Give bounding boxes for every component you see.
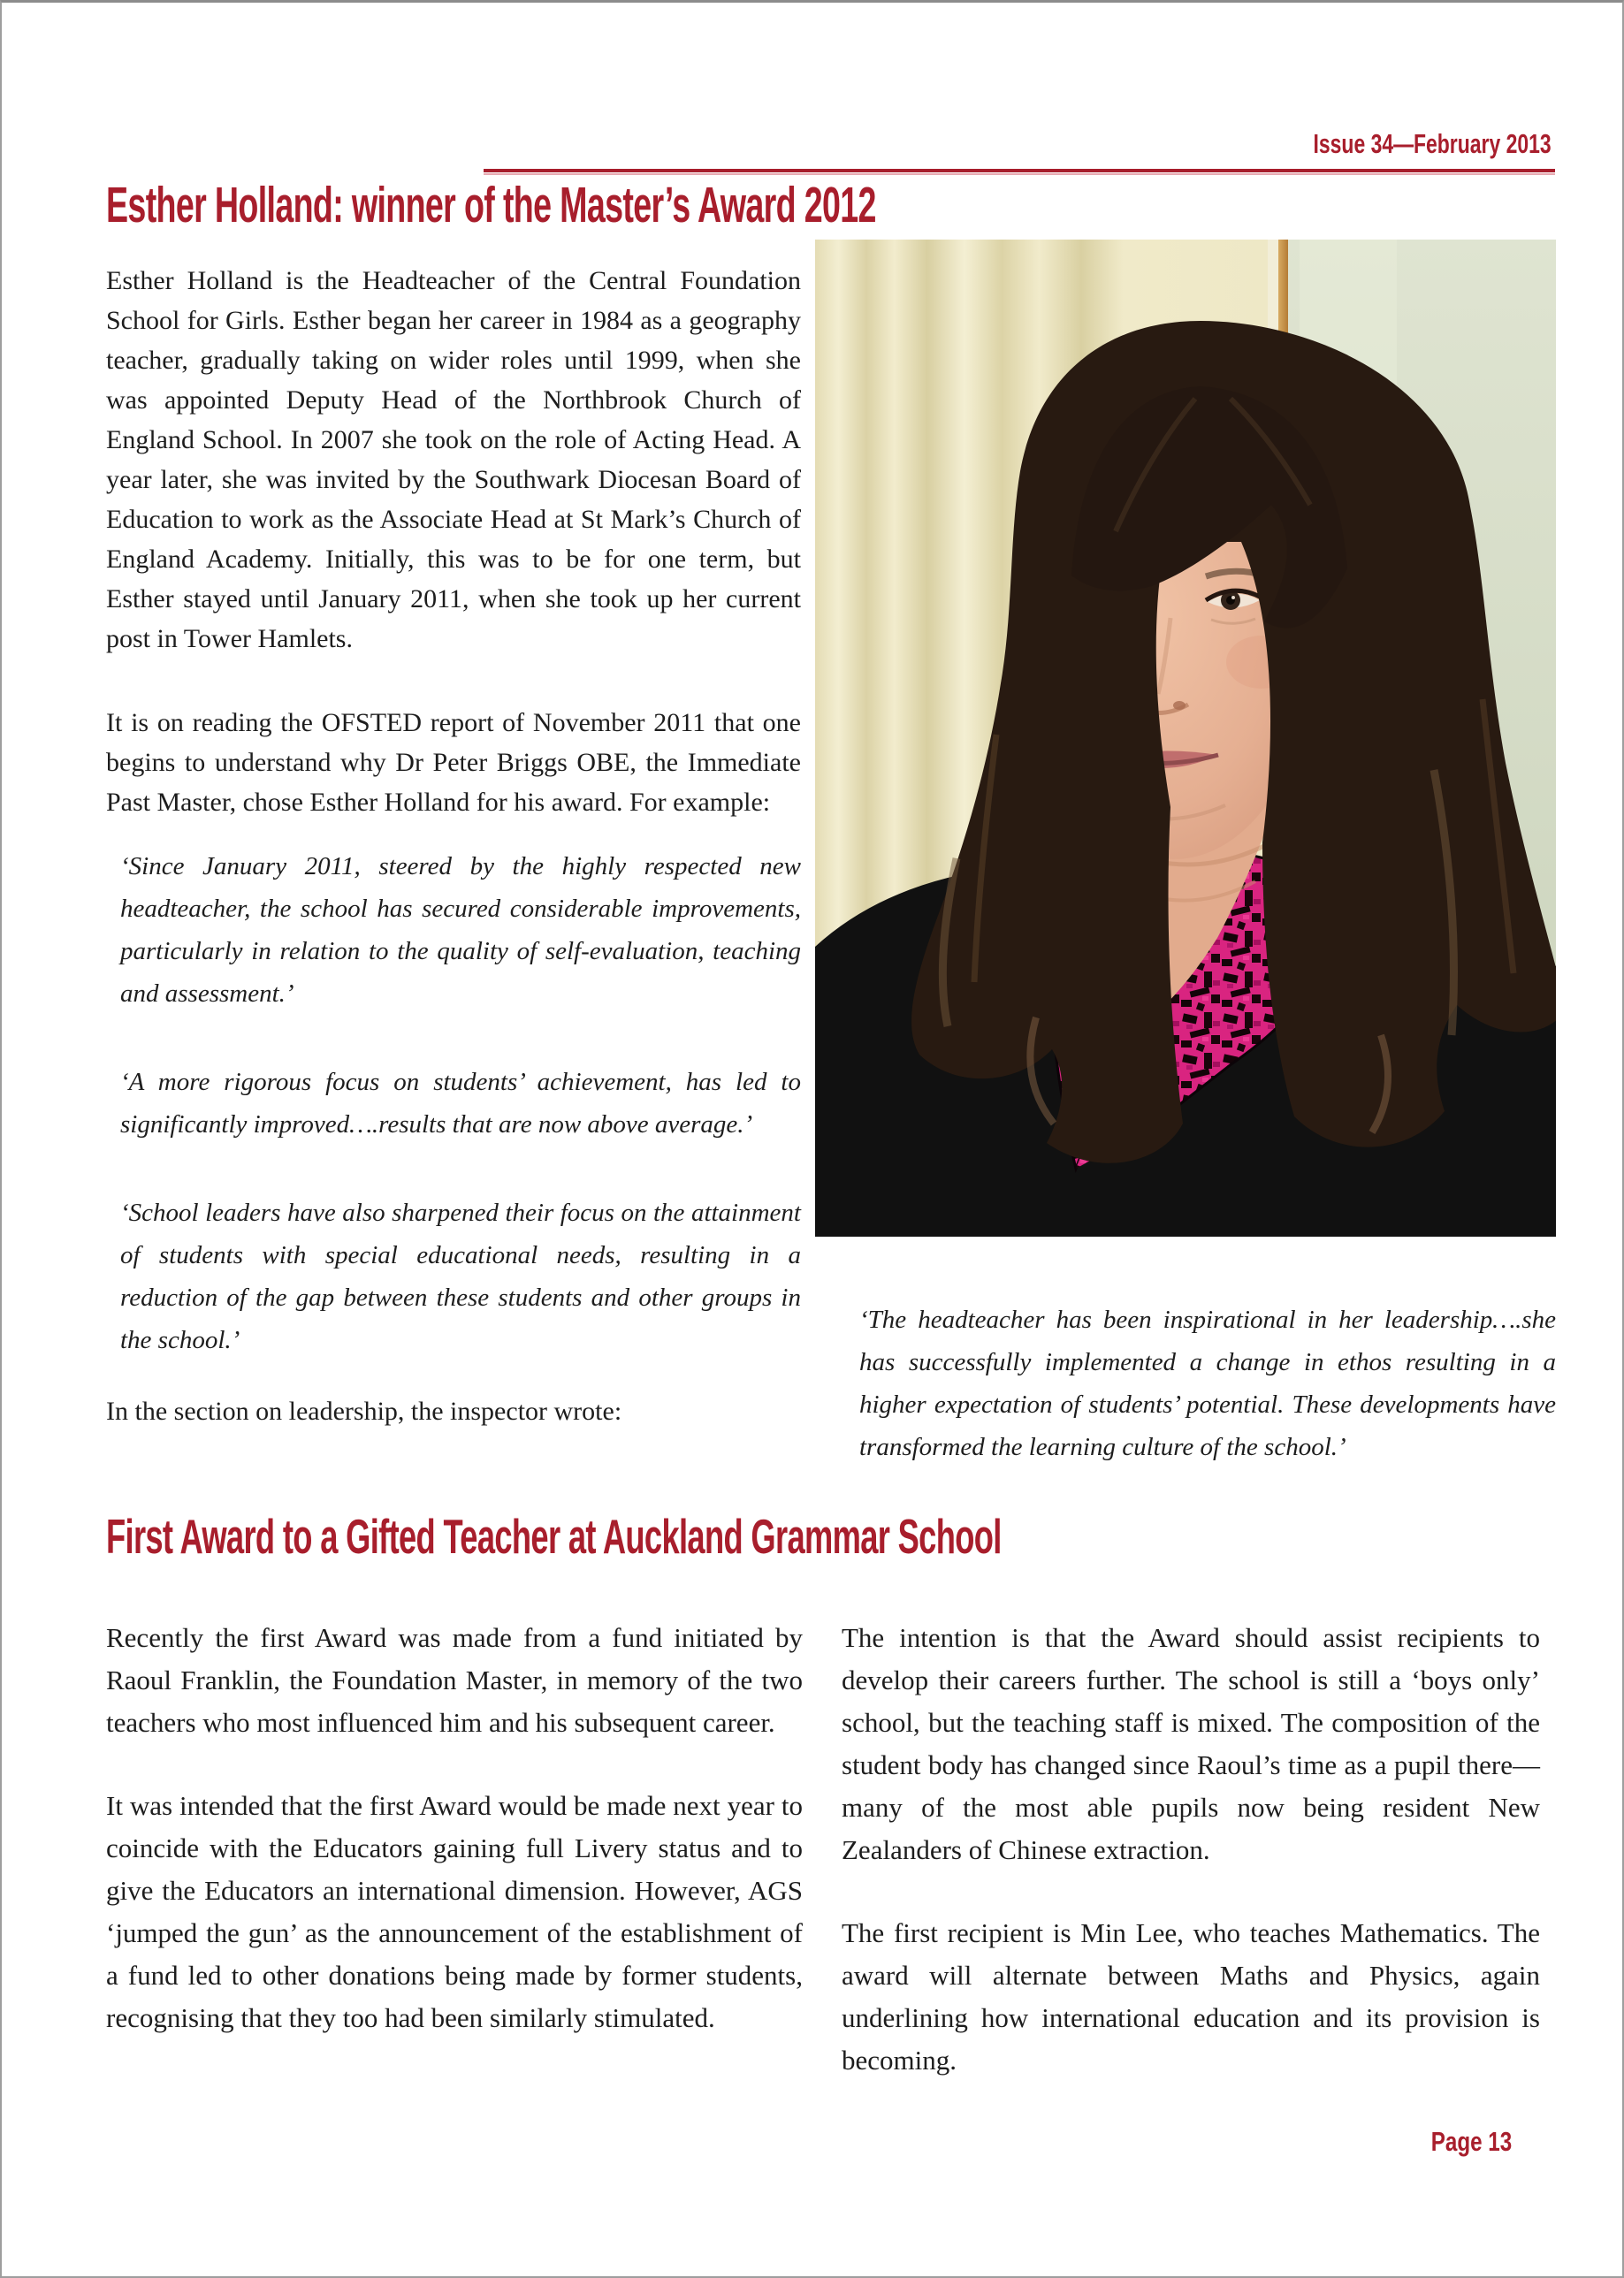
ofsted-quote: ‘School leaders have also sharpened their focus on the attainment of students with special educational needs, resulting in a reduction of the gap between these students and other groups in the school.’ — [120, 1199, 801, 1354]
issue-date-label — [1230, 128, 1552, 160]
paragraph: It was intended that the first Award would be made next year to coincide with the Educators gaining full Livery status and to give the Educators an international dimension. However, AGS ‘jumped the gun’ as the announcement of the establishment of a fund led to other donations being made by former students, recognising that they too had been similarly stimulated. — [106, 1790, 803, 2033]
ofsted-quote: ‘Since January 2011, steered by the highly respected new headteacher, the school has secured considerable improvements, particularly in relation to the quality of self-evaluation, teaching and assessment.’ — [120, 852, 801, 1008]
article-esther-title: Esther Holland: winner of the Master’s Award 2012 — [106, 177, 876, 233]
article-esther-body-column — [106, 261, 801, 1431]
article-award-right-column — [842, 1617, 1540, 2082]
paragraph: Recently the first Award was made from a fund initiated by Raoul Franklin, the Foundation Master, in memory of the two teachers who most influenced him and his subsequent career. — [106, 1622, 803, 1738]
article-award-title: First Award to a Gifted Teacher at Auckland Grammar School — [106, 1509, 1002, 1564]
issue-date-text: Issue 34—February 2013 — [1313, 128, 1552, 159]
portrait-illustration — [815, 240, 1556, 1237]
esther-holland-photo — [815, 240, 1556, 1237]
ofsted-quote: ‘A more rigorous focus on students’ achievement, has led to significantly improved….results that are now above average.’ — [120, 1068, 801, 1139]
paragraph: It is on reading the OFSTED report of November 2011 that one begins to understand why Dr Peter Briggs OBE, the Immediate Past Master, chose Esther Holland for his award. For example: — [106, 708, 801, 817]
article-award-left-column — [106, 1617, 803, 2039]
photo-caption-quote: ‘The headteacher has been inspirational in her leadership….she has successfully implemented a change in ethos resulting in a higher expectation of students’ potential. These developments have transformed the learning culture of the school.’ — [859, 1306, 1556, 1461]
closing-line: In the section on leadership, the inspector wrote: — [106, 1397, 622, 1426]
paragraph: The first recipient is Min Lee, who teaches Mathematics. The award will alternate between Maths and Physics, again underlining how international education and its provision is becoming. — [842, 1917, 1540, 2076]
page-number: Page 13 — [1430, 2126, 1512, 2157]
header-rule — [484, 169, 1555, 175]
paragraph: The intention is that the Award should assist recipients to develop their careers further. The school is still a ‘boys only’ school, but the teaching staff is mixed. The composition of the student body has changed since Raoul’s time as a pupil there—many of the most able pupils now being resident New Zealanders of Chinese extraction. — [842, 1622, 1540, 1865]
paragraph: Esther Holland is the Headteacher of the Central Foundation School for Girls. Esther began her career in 1984 as a geography teacher, gradually taking on wider roles until 1999, when she was appointed Deputy Head of the Northbrook Church of England School. In 2007 she took on the role of Acting Head. A year later, she was invited by the Southwark Diocesan Board of Education to work as the Associate Head at St Mark’s Church of England Academy. Initially, this was to be for one term, but Esther stayed until January 2011, when she took up her current post in Tower Hamlets. — [106, 266, 801, 653]
